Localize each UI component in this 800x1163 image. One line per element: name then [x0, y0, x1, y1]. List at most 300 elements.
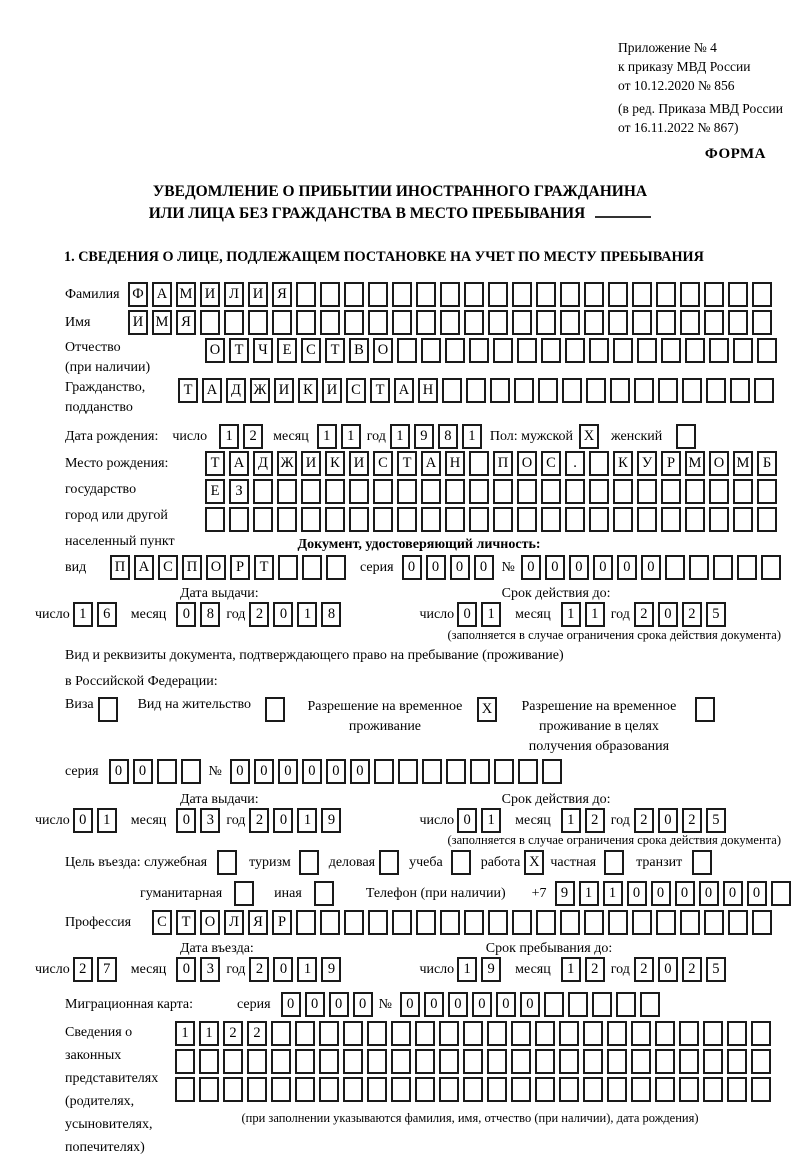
char-box[interactable] [416, 910, 436, 935]
char-box[interactable] [511, 1021, 531, 1046]
char-box[interactable] [272, 310, 292, 335]
char-box[interactable] [541, 338, 561, 363]
char-box[interactable] [320, 282, 340, 307]
char-box[interactable]: 5 [706, 808, 726, 833]
char-box[interactable] [656, 282, 676, 307]
char-box[interactable] [541, 507, 561, 532]
char-box[interactable] [608, 310, 628, 335]
char-box[interactable] [685, 479, 705, 504]
char-box[interactable]: 0 [651, 881, 671, 906]
char-box[interactable] [415, 1077, 435, 1102]
char-box[interactable]: К [613, 451, 633, 476]
char-box[interactable]: 1 [561, 602, 581, 627]
char-box[interactable]: 0 [472, 992, 492, 1017]
char-box[interactable]: 1 [457, 957, 477, 982]
char-box[interactable]: Т [254, 555, 274, 580]
char-box[interactable] [656, 310, 676, 335]
char-box[interactable]: 0 [426, 555, 446, 580]
char-box[interactable]: У [637, 451, 657, 476]
char-box[interactable]: М [176, 282, 196, 307]
char-box[interactable] [608, 282, 628, 307]
char-box[interactable] [610, 378, 630, 403]
char-box[interactable] [344, 310, 364, 335]
char-box[interactable] [514, 378, 534, 403]
char-box[interactable] [536, 282, 556, 307]
char-box[interactable] [665, 555, 685, 580]
char-box[interactable] [490, 378, 510, 403]
char-box[interactable]: 1 [341, 424, 361, 449]
char-box[interactable] [439, 1021, 459, 1046]
char-box[interactable] [295, 1077, 315, 1102]
char-box[interactable] [296, 282, 316, 307]
char-box[interactable]: 8 [438, 424, 458, 449]
char-box[interactable] [562, 378, 582, 403]
char-box[interactable] [704, 910, 724, 935]
char-box[interactable]: И [322, 378, 342, 403]
char-box[interactable] [512, 310, 532, 335]
char-box[interactable] [752, 310, 772, 335]
char-box[interactable] [631, 1021, 651, 1046]
char-box[interactable]: 9 [481, 957, 501, 982]
char-box[interactable] [368, 282, 388, 307]
char-box[interactable]: 0 [448, 992, 468, 1017]
char-box[interactable] [637, 338, 657, 363]
char-box[interactable]: Н [418, 378, 438, 403]
char-box[interactable] [544, 992, 564, 1017]
char-box[interactable]: 0 [402, 555, 422, 580]
char-box[interactable]: 9 [321, 808, 341, 833]
char-box[interactable] [445, 507, 465, 532]
char-box[interactable]: 1 [481, 808, 501, 833]
char-box[interactable]: 0 [474, 555, 494, 580]
char-box[interactable]: Ж [250, 378, 270, 403]
char-box[interactable]: 0 [675, 881, 695, 906]
char-box[interactable] [613, 507, 633, 532]
char-box[interactable] [706, 378, 726, 403]
char-box[interactable]: 0 [617, 555, 637, 580]
char-box[interactable] [737, 555, 757, 580]
checkbox[interactable] [217, 850, 237, 875]
char-box[interactable]: К [325, 451, 345, 476]
char-box[interactable]: 0 [326, 759, 346, 784]
char-box[interactable] [416, 282, 436, 307]
char-box[interactable]: С [301, 338, 321, 363]
char-box[interactable] [301, 507, 321, 532]
char-box[interactable] [589, 451, 609, 476]
checkbox[interactable] [98, 697, 118, 722]
char-box[interactable]: Р [661, 451, 681, 476]
char-box[interactable] [632, 910, 652, 935]
char-box[interactable] [391, 1077, 411, 1102]
char-box[interactable]: 1 [462, 424, 482, 449]
char-box[interactable] [584, 282, 604, 307]
char-box[interactable] [536, 910, 556, 935]
char-box[interactable] [253, 507, 273, 532]
char-box[interactable] [728, 910, 748, 935]
char-box[interactable]: 0 [747, 881, 767, 906]
char-box[interactable] [757, 338, 777, 363]
char-box[interactable]: Е [277, 338, 297, 363]
char-box[interactable]: С [152, 910, 172, 935]
char-box[interactable] [463, 1021, 483, 1046]
char-box[interactable] [586, 378, 606, 403]
char-box[interactable] [397, 338, 417, 363]
char-box[interactable] [685, 507, 705, 532]
char-box[interactable] [181, 759, 201, 784]
char-box[interactable] [541, 479, 561, 504]
char-box[interactable]: 8 [321, 602, 341, 627]
char-box[interactable]: 0 [302, 759, 322, 784]
char-box[interactable]: И [128, 310, 148, 335]
char-box[interactable] [392, 910, 412, 935]
char-box[interactable]: 0 [593, 555, 613, 580]
char-box[interactable] [325, 479, 345, 504]
char-box[interactable]: Т [205, 451, 225, 476]
char-box[interactable] [560, 282, 580, 307]
char-box[interactable]: И [274, 378, 294, 403]
char-box[interactable]: Т [370, 378, 390, 403]
char-box[interactable] [559, 1021, 579, 1046]
char-box[interactable] [319, 1021, 339, 1046]
checkbox[interactable] [451, 850, 471, 875]
char-box[interactable]: Т [325, 338, 345, 363]
char-box[interactable] [751, 1021, 771, 1046]
char-box[interactable] [271, 1077, 291, 1102]
char-box[interactable] [565, 338, 585, 363]
char-box[interactable] [344, 910, 364, 935]
char-box[interactable] [247, 1077, 267, 1102]
char-box[interactable]: 0 [520, 992, 540, 1017]
char-box[interactable] [634, 378, 654, 403]
char-box[interactable] [421, 507, 441, 532]
char-box[interactable]: П [493, 451, 513, 476]
char-box[interactable] [344, 282, 364, 307]
char-box[interactable] [421, 338, 441, 363]
char-box[interactable] [494, 759, 514, 784]
char-box[interactable] [536, 310, 556, 335]
char-box[interactable] [470, 759, 490, 784]
char-box[interactable]: 2 [634, 602, 654, 627]
char-box[interactable]: 0 [109, 759, 129, 784]
char-box[interactable]: 0 [305, 992, 325, 1017]
char-box[interactable] [248, 310, 268, 335]
char-box[interactable]: 6 [97, 602, 117, 627]
checkbox[interactable] [676, 424, 696, 449]
char-box[interactable] [488, 910, 508, 935]
char-box[interactable] [616, 992, 636, 1017]
char-box[interactable] [320, 310, 340, 335]
char-box[interactable] [656, 910, 676, 935]
char-box[interactable]: 0 [353, 992, 373, 1017]
char-box[interactable]: П [110, 555, 130, 580]
char-box[interactable] [680, 310, 700, 335]
char-box[interactable]: О [517, 451, 537, 476]
char-box[interactable] [565, 479, 585, 504]
char-box[interactable]: Т [397, 451, 417, 476]
char-box[interactable]: Ч [253, 338, 273, 363]
char-box[interactable]: 5 [706, 957, 726, 982]
char-box[interactable] [728, 310, 748, 335]
char-box[interactable]: 0 [133, 759, 153, 784]
char-box[interactable]: М [733, 451, 753, 476]
char-box[interactable]: Я [248, 910, 268, 935]
char-box[interactable]: 0 [545, 555, 565, 580]
char-box[interactable]: 1 [199, 1021, 219, 1046]
char-box[interactable] [392, 282, 412, 307]
char-box[interactable]: 2 [682, 602, 702, 627]
checkbox[interactable] [379, 850, 399, 875]
char-box[interactable] [589, 507, 609, 532]
char-box[interactable] [613, 338, 633, 363]
char-box[interactable]: 1 [297, 602, 317, 627]
char-box[interactable] [493, 507, 513, 532]
char-box[interactable]: В [349, 338, 369, 363]
char-box[interactable]: 0 [569, 555, 589, 580]
char-box[interactable]: А [202, 378, 222, 403]
char-box[interactable] [247, 1049, 267, 1074]
char-box[interactable]: 9 [414, 424, 434, 449]
char-box[interactable] [440, 910, 460, 935]
checkbox[interactable] [314, 881, 334, 906]
checkbox[interactable]: X [579, 424, 599, 449]
char-box[interactable] [301, 479, 321, 504]
char-box[interactable] [466, 378, 486, 403]
char-box[interactable] [367, 1077, 387, 1102]
char-box[interactable] [560, 310, 580, 335]
char-box[interactable] [771, 881, 791, 906]
char-box[interactable] [512, 910, 532, 935]
char-box[interactable] [512, 282, 532, 307]
char-box[interactable] [680, 910, 700, 935]
char-box[interactable] [271, 1049, 291, 1074]
char-box[interactable]: . [565, 451, 585, 476]
char-box[interactable] [632, 282, 652, 307]
char-box[interactable]: 0 [254, 759, 274, 784]
char-box[interactable] [703, 1049, 723, 1074]
char-box[interactable] [751, 1077, 771, 1102]
char-box[interactable] [463, 1049, 483, 1074]
char-box[interactable]: 0 [658, 602, 678, 627]
char-box[interactable]: З [229, 479, 249, 504]
char-box[interactable] [416, 310, 436, 335]
char-box[interactable] [713, 555, 733, 580]
char-box[interactable]: О [709, 451, 729, 476]
char-box[interactable] [349, 507, 369, 532]
char-box[interactable]: 2 [682, 957, 702, 982]
char-box[interactable] [608, 910, 628, 935]
char-box[interactable] [751, 1049, 771, 1074]
char-box[interactable]: М [685, 451, 705, 476]
char-box[interactable] [709, 338, 729, 363]
char-box[interactable] [704, 310, 724, 335]
char-box[interactable]: 0 [496, 992, 516, 1017]
char-box[interactable]: 0 [627, 881, 647, 906]
char-box[interactable] [680, 282, 700, 307]
char-box[interactable]: И [349, 451, 369, 476]
char-box[interactable]: 2 [249, 957, 269, 982]
char-box[interactable]: Е [205, 479, 225, 504]
char-box[interactable] [469, 507, 489, 532]
char-box[interactable]: П [182, 555, 202, 580]
char-box[interactable] [583, 1049, 603, 1074]
char-box[interactable] [640, 992, 660, 1017]
char-box[interactable]: 0 [281, 992, 301, 1017]
char-box[interactable] [446, 759, 466, 784]
char-box[interactable] [278, 555, 298, 580]
char-box[interactable] [253, 479, 273, 504]
char-box[interactable] [733, 338, 753, 363]
char-box[interactable]: А [421, 451, 441, 476]
char-box[interactable] [709, 479, 729, 504]
char-box[interactable] [205, 507, 225, 532]
char-box[interactable]: 9 [321, 957, 341, 982]
char-box[interactable] [655, 1021, 675, 1046]
char-box[interactable]: 0 [424, 992, 444, 1017]
char-box[interactable] [583, 1021, 603, 1046]
char-box[interactable] [607, 1077, 627, 1102]
char-box[interactable]: 0 [658, 957, 678, 982]
char-box[interactable] [277, 479, 297, 504]
char-box[interactable]: 7 [97, 957, 117, 982]
char-box[interactable] [709, 507, 729, 532]
char-box[interactable] [703, 1021, 723, 1046]
char-box[interactable]: 0 [350, 759, 370, 784]
char-box[interactable] [589, 479, 609, 504]
char-box[interactable] [637, 479, 657, 504]
char-box[interactable] [661, 479, 681, 504]
char-box[interactable]: Л [224, 282, 244, 307]
char-box[interactable] [728, 282, 748, 307]
char-box[interactable] [469, 451, 489, 476]
char-box[interactable]: 0 [658, 808, 678, 833]
char-box[interactable] [392, 310, 412, 335]
char-box[interactable] [631, 1077, 651, 1102]
char-box[interactable] [733, 507, 753, 532]
char-box[interactable]: Н [445, 451, 465, 476]
char-box[interactable] [325, 507, 345, 532]
char-box[interactable] [559, 1077, 579, 1102]
char-box[interactable]: 0 [400, 992, 420, 1017]
char-box[interactable] [199, 1049, 219, 1074]
char-box[interactable] [157, 759, 177, 784]
char-box[interactable] [689, 555, 709, 580]
char-box[interactable]: 2 [682, 808, 702, 833]
checkbox[interactable]: X [477, 697, 497, 722]
char-box[interactable]: 0 [699, 881, 719, 906]
char-box[interactable]: 2 [585, 957, 605, 982]
char-box[interactable]: 0 [521, 555, 541, 580]
char-box[interactable] [607, 1021, 627, 1046]
char-box[interactable] [535, 1049, 555, 1074]
char-box[interactable]: С [541, 451, 561, 476]
char-box[interactable] [517, 479, 537, 504]
char-box[interactable]: 0 [273, 957, 293, 982]
char-box[interactable] [464, 282, 484, 307]
char-box[interactable]: С [373, 451, 393, 476]
char-box[interactable] [584, 310, 604, 335]
char-box[interactable]: Р [272, 910, 292, 935]
char-box[interactable]: 0 [278, 759, 298, 784]
checkbox[interactable] [299, 850, 319, 875]
char-box[interactable]: 2 [585, 808, 605, 833]
char-box[interactable] [223, 1077, 243, 1102]
char-box[interactable]: 0 [176, 808, 196, 833]
checkbox[interactable] [604, 850, 624, 875]
char-box[interactable]: Д [226, 378, 246, 403]
char-box[interactable] [682, 378, 702, 403]
char-box[interactable]: 1 [73, 602, 93, 627]
char-box[interactable] [542, 759, 562, 784]
char-box[interactable] [661, 507, 681, 532]
char-box[interactable]: М [152, 310, 172, 335]
char-box[interactable] [391, 1021, 411, 1046]
char-box[interactable]: 1 [297, 957, 317, 982]
char-box[interactable] [373, 479, 393, 504]
char-box[interactable]: 1 [561, 808, 581, 833]
char-box[interactable] [538, 378, 558, 403]
char-box[interactable]: Ж [277, 451, 297, 476]
char-box[interactable] [761, 555, 781, 580]
char-box[interactable] [487, 1049, 507, 1074]
char-box[interactable]: 2 [73, 957, 93, 982]
char-box[interactable] [631, 1049, 651, 1074]
char-box[interactable] [757, 479, 777, 504]
char-box[interactable] [469, 338, 489, 363]
char-box[interactable] [568, 992, 588, 1017]
char-box[interactable] [517, 507, 537, 532]
char-box[interactable]: 2 [247, 1021, 267, 1046]
char-box[interactable] [592, 992, 612, 1017]
char-box[interactable]: Я [176, 310, 196, 335]
char-box[interactable]: А [152, 282, 172, 307]
char-box[interactable]: 0 [457, 602, 477, 627]
char-box[interactable] [199, 1077, 219, 1102]
checkbox[interactable] [692, 850, 712, 875]
char-box[interactable] [368, 910, 388, 935]
char-box[interactable] [685, 338, 705, 363]
char-box[interactable] [655, 1077, 675, 1102]
char-box[interactable]: С [346, 378, 366, 403]
char-box[interactable] [229, 507, 249, 532]
char-box[interactable] [440, 282, 460, 307]
char-box[interactable]: 0 [450, 555, 470, 580]
char-box[interactable]: 1 [297, 808, 317, 833]
char-box[interactable] [422, 759, 442, 784]
char-box[interactable] [517, 338, 537, 363]
char-box[interactable] [637, 507, 657, 532]
char-box[interactable] [440, 310, 460, 335]
char-box[interactable] [511, 1049, 531, 1074]
char-box[interactable]: 0 [273, 808, 293, 833]
char-box[interactable] [679, 1021, 699, 1046]
char-box[interactable]: 8 [200, 602, 220, 627]
char-box[interactable] [320, 910, 340, 935]
char-box[interactable] [397, 479, 417, 504]
char-box[interactable] [727, 1049, 747, 1074]
char-box[interactable]: 2 [249, 602, 269, 627]
char-box[interactable] [295, 1021, 315, 1046]
char-box[interactable]: 0 [176, 602, 196, 627]
char-box[interactable] [343, 1077, 363, 1102]
char-box[interactable] [488, 282, 508, 307]
char-box[interactable]: 0 [641, 555, 661, 580]
char-box[interactable] [752, 910, 772, 935]
char-box[interactable] [421, 479, 441, 504]
char-box[interactable]: С [158, 555, 178, 580]
char-box[interactable]: 1 [603, 881, 623, 906]
char-box[interactable]: А [394, 378, 414, 403]
char-box[interactable]: О [206, 555, 226, 580]
